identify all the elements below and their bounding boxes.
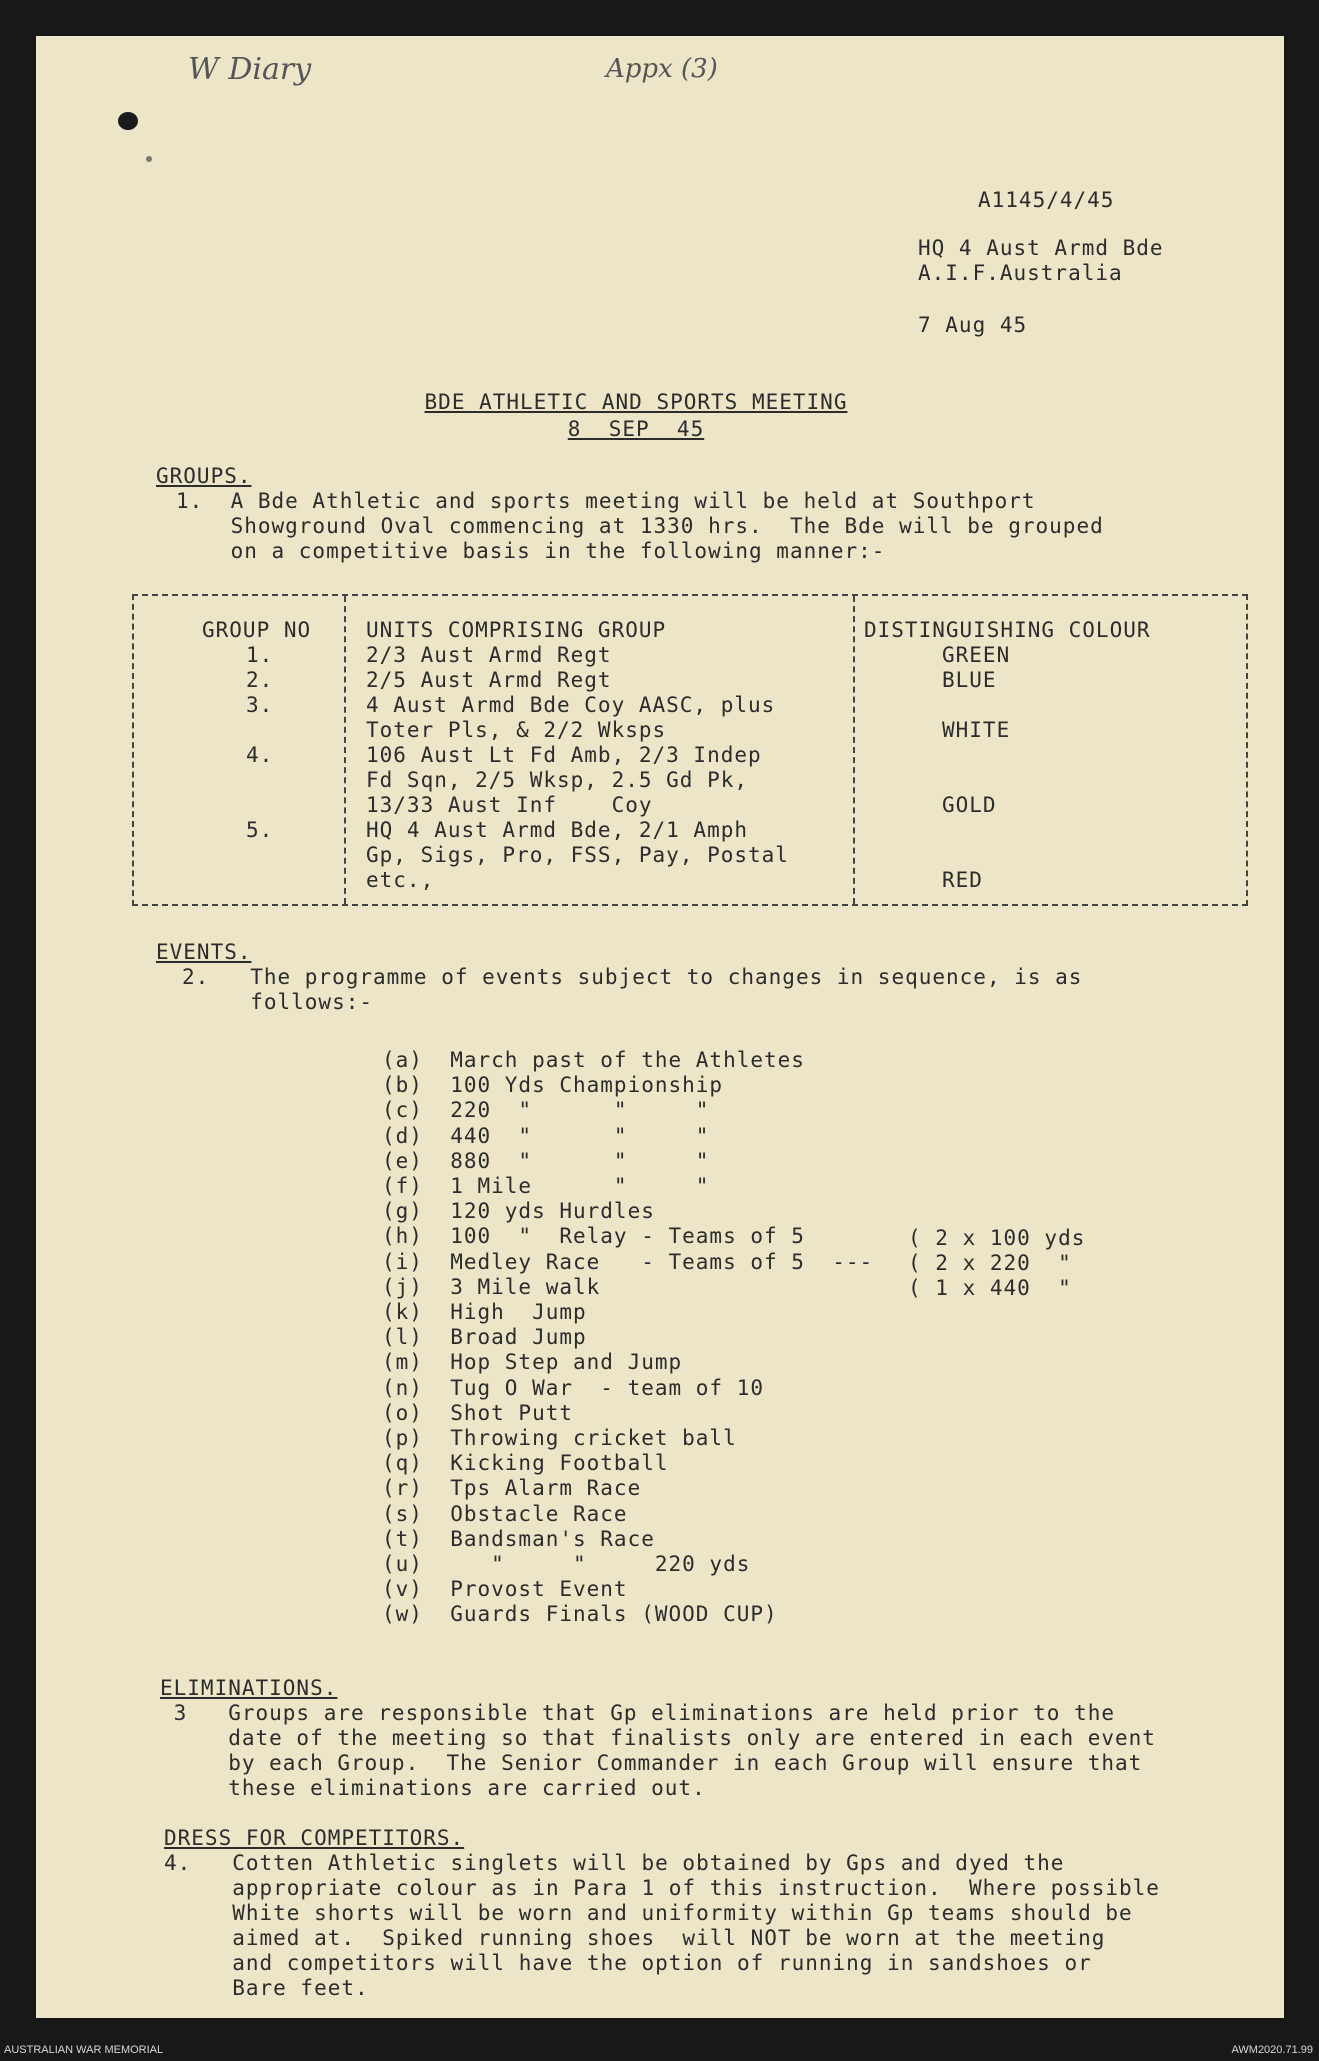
- event-item: (u) " " 220 yds: [382, 1552, 751, 1576]
- unit-line: 13/33 Aust Inf Coy: [366, 793, 653, 817]
- event-item: (c) 220 " " ": [382, 1098, 710, 1122]
- groups-para-line: 1. A Bde Athletic and sports meeting will be held at Southport: [176, 489, 1036, 513]
- event-item: (p) Throwing cricket ball: [382, 1426, 737, 1450]
- unit-line: Fd Sqn, 2/5 Wksp, 2.5 Gd Pk,: [366, 768, 749, 792]
- group-number: 4.: [246, 743, 274, 767]
- groups-para-line: Showground Oval commencing at 1330 hrs. The Bde will be grouped: [176, 514, 1104, 538]
- unit-line: 2/5 Aust Armd Regt: [366, 668, 612, 692]
- event-item: (r) Tps Alarm Race: [382, 1476, 642, 1500]
- event-item: (n) Tug O War - team of 10: [382, 1376, 765, 1400]
- event-item: (j) 3 Mile walk: [382, 1275, 601, 1299]
- event-item: (q) Kicking Football: [382, 1451, 669, 1475]
- event-item: (s) Obstacle Race: [382, 1502, 628, 1526]
- eliminations-line: by each Group. The Senior Commander in each Group will ensure that: [160, 1751, 1143, 1775]
- group-number: 2.: [246, 668, 274, 692]
- table-header-colour: DISTINGUISHING COLOUR: [864, 618, 1151, 642]
- table-divider: [853, 596, 855, 904]
- events-heading: EVENTS.: [156, 940, 252, 964]
- event-item: (e) 880 " " ": [382, 1149, 710, 1173]
- group-number: 5.: [246, 818, 274, 842]
- colour-value: WHITE: [942, 718, 1011, 742]
- colour-value: GOLD: [942, 793, 997, 817]
- punch-hole-mark: [146, 156, 152, 162]
- dress-line: 4. Cotten Athletic singlets will be obtained by Gps and dyed the: [164, 1851, 1065, 1875]
- dress-line: and competitors will have the option of running in sandshoes or: [164, 1951, 1092, 1975]
- unit-line: Gp, Sigs, Pro, FSS, Pay, Postal: [366, 843, 789, 867]
- unit-line: Toter Pls, & 2/2 Wksps: [366, 718, 667, 742]
- event-item: (i) Medley Race - Teams of 5 ---: [382, 1250, 874, 1274]
- dress-heading: DRESS FOR COMPETITORS.: [164, 1826, 465, 1850]
- archive-reference: AWM2020.71.99: [1231, 2044, 1313, 2056]
- document-page: [36, 36, 1284, 2018]
- punch-hole-top: [118, 112, 138, 130]
- events-intro-line: 2. The programme of events subject to changes in sequence, is as: [182, 965, 1083, 989]
- colour-value: BLUE: [942, 668, 997, 692]
- event-item: (b) 100 Yds Championship: [382, 1073, 724, 1097]
- event-item: (g) 120 yds Hurdles: [382, 1199, 655, 1223]
- handwritten-note-right: Appx (3): [606, 54, 718, 84]
- event-item: (o) Shot Putt: [382, 1401, 574, 1425]
- event-item: (l) Broad Jump: [382, 1325, 587, 1349]
- table-header-units: UNITS COMPRISING GROUP: [366, 618, 667, 642]
- archive-name: AUSTRALIAN WAR MEMORIAL: [4, 2044, 164, 2056]
- dress-line: White shorts will be worn and uniformity within Gp teams should be: [164, 1901, 1133, 1925]
- colour-value: GREEN: [942, 643, 1011, 667]
- eliminations-line: these eliminations are carried out.: [160, 1776, 706, 1800]
- unit-line: 4 Aust Armd Bde Coy AASC, plus: [366, 693, 776, 717]
- groups-para-line: on a competitive basis in the following manner:-: [176, 539, 886, 563]
- unit-line: 106 Aust Lt Fd Amb, 2/3 Indep: [366, 743, 762, 767]
- table-divider: [344, 596, 346, 904]
- table-header-group-no: GROUP NO: [202, 618, 312, 642]
- handwritten-note-left: W Diary: [188, 52, 312, 87]
- medley-breakdown-line: ( 2 x 100 yds: [908, 1226, 1086, 1250]
- event-item: (t) Bandsman's Race: [382, 1527, 655, 1551]
- unit-line: HQ 4 Aust Armd Bde, 2/1 Amph: [366, 818, 749, 842]
- event-item: (a) March past of the Athletes: [382, 1048, 805, 1072]
- group-number: 3.: [246, 693, 274, 717]
- event-item: (k) High Jump: [382, 1300, 587, 1324]
- events-intro-line: follows:-: [182, 990, 374, 1014]
- medley-breakdown-line: ( 1 x 440 ": [908, 1276, 1072, 1300]
- dress-line: appropriate colour as in Para 1 of this instruction. Where possible: [164, 1876, 1160, 1900]
- event-item: (h) 100 " Relay - Teams of 5: [382, 1224, 805, 1248]
- dress-line: aimed at. Spiked running shoes will NOT be worn at the meeting: [164, 1926, 1106, 1950]
- hq-line-2: A.I.F.Australia: [918, 261, 1123, 285]
- event-item: (m) Hop Step and Jump: [382, 1350, 683, 1374]
- eliminations-heading: ELIMINATIONS.: [160, 1676, 338, 1700]
- groups-table: [132, 594, 1248, 906]
- document-reference: A1145/4/45: [978, 188, 1115, 212]
- group-number: 1.: [246, 643, 274, 667]
- hq-line-1: HQ 4 Aust Armd Bde: [918, 236, 1164, 260]
- unit-line: 2/3 Aust Armd Regt: [366, 643, 612, 667]
- document-title: BDE ATHLETIC AND SPORTS MEETING: [424, 390, 848, 414]
- event-item: (v) Provost Event: [382, 1577, 628, 1601]
- unit-line: etc.,: [366, 868, 435, 892]
- groups-heading: GROUPS.: [156, 464, 252, 488]
- meeting-date: 8 SEP 45: [567, 417, 705, 441]
- eliminations-line: 3 Groups are responsible that Gp eliminations are held prior to the: [160, 1701, 1116, 1725]
- archive-footer: [0, 2039, 1319, 2061]
- medley-breakdown-line: ( 2 x 220 ": [908, 1251, 1072, 1275]
- dress-line: Bare feet.: [164, 1976, 369, 2000]
- document-date: 7 Aug 45: [918, 313, 1028, 337]
- event-item: (w) Guards Finals (WOOD CUP): [382, 1602, 778, 1626]
- colour-value: RED: [942, 868, 983, 892]
- event-item: (f) 1 Mile " ": [382, 1174, 710, 1198]
- event-item: (d) 440 " " ": [382, 1124, 710, 1148]
- eliminations-line: date of the meeting so that finalists only are entered in each event: [160, 1726, 1156, 1750]
